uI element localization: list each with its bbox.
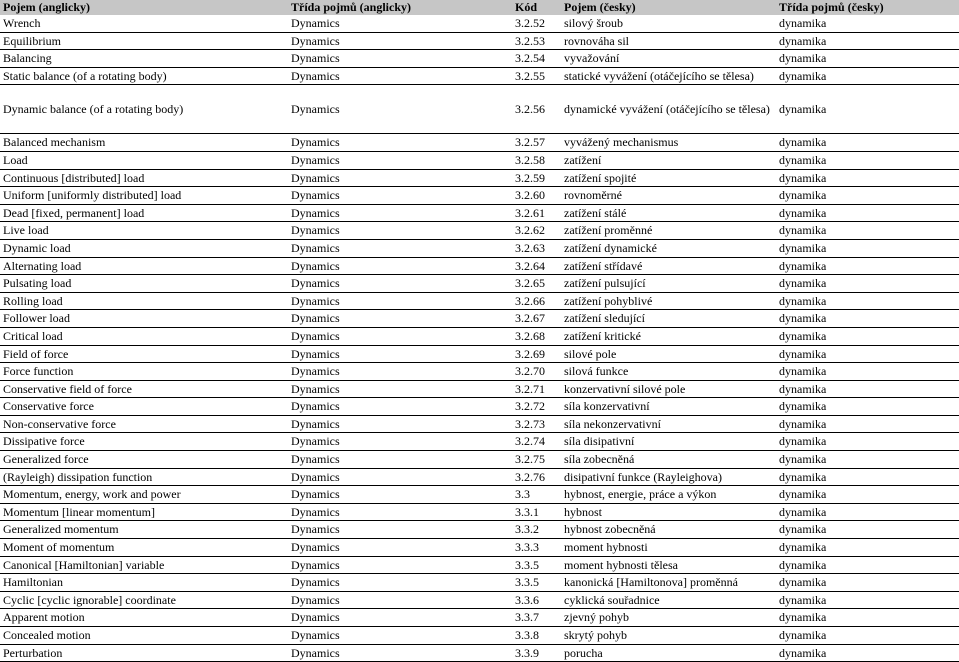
cell-term-cz: síla konzervativní <box>561 398 776 416</box>
cell-code: 3.2.53 <box>512 32 561 50</box>
cell-term-en: Conservative field of force <box>0 380 288 398</box>
cell-term-cz: zatížení pohyblivé <box>561 292 776 310</box>
cell-class-en: Dynamics <box>288 591 512 609</box>
cell-class-cz: dynamika <box>776 609 959 627</box>
cell-term-en: Live load <box>0 222 288 240</box>
header-class-cz: Třída pojmů (česky) <box>776 0 959 15</box>
cell-term-en: Conservative force <box>0 398 288 416</box>
table-row <box>0 644 959 662</box>
cell-class-cz: dynamika <box>776 539 959 557</box>
table-row <box>0 415 959 433</box>
cell-term-cz: skrytý pohyb <box>561 627 776 645</box>
cell-class-en: Dynamics <box>288 486 512 504</box>
cell-code: 3.3.2 <box>512 521 561 539</box>
table-row <box>0 380 959 398</box>
cell-class-en: Dynamics <box>288 380 512 398</box>
table-row <box>0 398 959 416</box>
table-row <box>0 327 959 345</box>
cell-class-en: Dynamics <box>288 345 512 363</box>
cell-code: 3.2.73 <box>512 415 561 433</box>
cell-term-en: Pulsating load <box>0 275 288 293</box>
cell-term-cz: zatížení sledující <box>561 310 776 328</box>
cell-code: 3.2.64 <box>512 257 561 275</box>
cell-term-en: Equilibrium <box>0 32 288 50</box>
cell-term-cz: cyklická souřadnice <box>561 591 776 609</box>
cell-class-cz: dynamika <box>776 187 959 205</box>
table-row <box>0 101 959 134</box>
cell-term-en: Alternating load <box>0 257 288 275</box>
cell-class-en: Dynamics <box>288 451 512 469</box>
cell-class-cz: dynamika <box>776 415 959 433</box>
cell-class-cz: dynamika <box>776 398 959 416</box>
header-row <box>0 0 959 15</box>
cell-code: 3.3.3 <box>512 539 561 557</box>
cell-code: 3.2.55 <box>512 67 561 85</box>
table-row <box>0 169 959 187</box>
cell-code: 3.2.66 <box>512 292 561 310</box>
cell-term-cz: zatížení spojité <box>561 169 776 187</box>
cell-class-cz: dynamika <box>776 468 959 486</box>
cell-class-en: Dynamics <box>288 433 512 451</box>
cell-code: 3.3.5 <box>512 556 561 574</box>
cell-term-cz: zatížení střídavé <box>561 257 776 275</box>
header-code: Kód <box>512 0 561 15</box>
cell-term-en: Non-conservative force <box>0 415 288 433</box>
table-row <box>0 433 959 451</box>
cell-class-en: Dynamics <box>288 468 512 486</box>
cell-class-cz: dynamika <box>776 32 959 50</box>
cell-class-cz: dynamika <box>776 275 959 293</box>
cell-class-en: Dynamics <box>288 134 512 152</box>
cell-code: 3.3.8 <box>512 627 561 645</box>
row-spacer <box>0 85 959 102</box>
cell-term-cz: síla nekonzervativní <box>561 415 776 433</box>
cell-class-cz: dynamika <box>776 486 959 504</box>
cell-term-en: Balancing <box>0 50 288 68</box>
table-row <box>0 503 959 521</box>
cell-class-en: Dynamics <box>288 292 512 310</box>
cell-term-cz: kanonická [Hamiltonova] proměnná <box>561 574 776 592</box>
cell-code: 3.2.74 <box>512 433 561 451</box>
table-row <box>0 591 959 609</box>
cell-code: 3.2.76 <box>512 468 561 486</box>
cell-term-cz: zatížení <box>561 151 776 169</box>
cell-code: 3.2.70 <box>512 363 561 381</box>
cell-term-cz: zatížení pulsující <box>561 275 776 293</box>
cell-term-cz: silový šroub <box>561 15 776 32</box>
table-row <box>0 134 959 152</box>
cell-term-cz: zjevný pohyb <box>561 609 776 627</box>
cell-class-en: Dynamics <box>288 169 512 187</box>
cell-class-cz: dynamika <box>776 239 959 257</box>
cell-code: 3.3 <box>512 486 561 504</box>
cell-term-cz: disipativní funkce (Rayleighova) <box>561 468 776 486</box>
cell-term-cz: zatížení kritické <box>561 327 776 345</box>
cell-term-en: Continuous [distributed] load <box>0 169 288 187</box>
cell-term-en: Momentum [linear momentum] <box>0 503 288 521</box>
cell-term-cz: zatížení stálé <box>561 204 776 222</box>
cell-class-cz: dynamika <box>776 451 959 469</box>
cell-class-en: Dynamics <box>288 415 512 433</box>
cell-term-cz: síla zobecněná <box>561 451 776 469</box>
cell-class-cz: dynamika <box>776 574 959 592</box>
cell-class-en: Dynamics <box>288 67 512 85</box>
cell-term-en: Generalized momentum <box>0 521 288 539</box>
table-row <box>0 50 959 68</box>
cell-term-cz: síla disipativní <box>561 433 776 451</box>
cell-class-cz: dynamika <box>776 15 959 32</box>
cell-class-en: Dynamics <box>288 574 512 592</box>
cell-term-cz: moment hybnosti tělesa <box>561 556 776 574</box>
cell-class-en: Dynamics <box>288 257 512 275</box>
cell-class-en: Dynamics <box>288 101 512 134</box>
cell-term-en: Moment of momentum <box>0 539 288 557</box>
table-row <box>0 574 959 592</box>
header-term-en: Pojem (anglicky) <box>0 0 288 15</box>
cell-class-cz: dynamika <box>776 169 959 187</box>
cell-code: 3.2.59 <box>512 169 561 187</box>
cell-class-cz: dynamika <box>776 380 959 398</box>
table-body <box>0 15 959 662</box>
table-row <box>0 521 959 539</box>
cell-code: 3.3.6 <box>512 591 561 609</box>
cell-code: 3.3.7 <box>512 609 561 627</box>
cell-code: 3.2.65 <box>512 275 561 293</box>
cell-class-en: Dynamics <box>288 310 512 328</box>
table-row <box>0 310 959 328</box>
cell-class-en: Dynamics <box>288 275 512 293</box>
cell-class-en: Dynamics <box>288 609 512 627</box>
cell-code: 3.2.69 <box>512 345 561 363</box>
cell-class-en: Dynamics <box>288 222 512 240</box>
cell-term-en: Dynamic balance (of a rotating body) <box>0 101 288 134</box>
cell-term-cz: zatížení proměnné <box>561 222 776 240</box>
cell-class-en: Dynamics <box>288 32 512 50</box>
table-row <box>0 468 959 486</box>
cell-code: 3.2.54 <box>512 50 561 68</box>
cell-term-en: Critical load <box>0 327 288 345</box>
cell-term-en: Concealed motion <box>0 627 288 645</box>
cell-term-cz: statické vyvážení (otáčejícího se tělesa) <box>561 67 776 85</box>
cell-term-en: Follower load <box>0 310 288 328</box>
cell-term-en: Wrench <box>0 15 288 32</box>
cell-class-en: Dynamics <box>288 15 512 32</box>
cell-term-en: Dead [fixed, permanent] load <box>0 204 288 222</box>
cell-term-en: Canonical [Hamiltonian] variable <box>0 556 288 574</box>
cell-term-en: (Rayleigh) dissipation function <box>0 468 288 486</box>
table-row <box>0 204 959 222</box>
table-row <box>0 556 959 574</box>
cell-class-cz: dynamika <box>776 363 959 381</box>
cell-term-cz: porucha <box>561 644 776 662</box>
cell-term-cz: zatížení dynamické <box>561 239 776 257</box>
cell-term-en: Balanced mechanism <box>0 134 288 152</box>
spacer-cell <box>0 85 959 102</box>
cell-class-cz: dynamika <box>776 556 959 574</box>
cell-term-en: Force function <box>0 363 288 381</box>
table-row <box>0 239 959 257</box>
table-row <box>0 486 959 504</box>
cell-term-cz: vyvážený mechanismus <box>561 134 776 152</box>
header-class-en: Třída pojmů (anglicky) <box>288 0 512 15</box>
table-row <box>0 257 959 275</box>
cell-class-cz: dynamika <box>776 292 959 310</box>
cell-class-cz: dynamika <box>776 50 959 68</box>
cell-class-cz: dynamika <box>776 310 959 328</box>
cell-term-en: Field of force <box>0 345 288 363</box>
cell-term-en: Hamiltonian <box>0 574 288 592</box>
cell-code: 3.2.67 <box>512 310 561 328</box>
table-row <box>0 151 959 169</box>
cell-class-cz: dynamika <box>776 521 959 539</box>
cell-code: 3.2.71 <box>512 380 561 398</box>
table-row <box>0 539 959 557</box>
cell-code: 3.2.56 <box>512 101 561 134</box>
cell-class-en: Dynamics <box>288 627 512 645</box>
cell-code: 3.2.62 <box>512 222 561 240</box>
cell-class-en: Dynamics <box>288 327 512 345</box>
cell-code: 3.2.61 <box>512 204 561 222</box>
cell-term-cz: vyvažování <box>561 50 776 68</box>
cell-term-cz: rovnováha sil <box>561 32 776 50</box>
cell-term-en: Generalized force <box>0 451 288 469</box>
cell-term-cz: dynamické vyvážení (otáčejícího se tělesa) <box>561 101 776 134</box>
cell-class-cz: dynamika <box>776 591 959 609</box>
table-row <box>0 345 959 363</box>
cell-class-cz: dynamika <box>776 67 959 85</box>
cell-code: 3.2.57 <box>512 134 561 152</box>
cell-class-en: Dynamics <box>288 539 512 557</box>
cell-class-en: Dynamics <box>288 187 512 205</box>
cell-class-cz: dynamika <box>776 345 959 363</box>
cell-class-en: Dynamics <box>288 363 512 381</box>
cell-class-en: Dynamics <box>288 503 512 521</box>
cell-class-cz: dynamika <box>776 204 959 222</box>
cell-term-en: Uniform [uniformly distributed] load <box>0 187 288 205</box>
table-row <box>0 627 959 645</box>
table-row <box>0 363 959 381</box>
cell-class-en: Dynamics <box>288 239 512 257</box>
cell-class-en: Dynamics <box>288 50 512 68</box>
cell-term-en: Momentum, energy, work and power <box>0 486 288 504</box>
cell-class-en: Dynamics <box>288 521 512 539</box>
table-header <box>0 0 959 15</box>
cell-term-en: Perturbation <box>0 644 288 662</box>
cell-term-cz: hybnost <box>561 503 776 521</box>
cell-term-en: Static balance (of a rotating body) <box>0 67 288 85</box>
cell-code: 3.2.52 <box>512 15 561 32</box>
cell-term-cz: rovnoměrné <box>561 187 776 205</box>
cell-code: 3.3.5 <box>512 574 561 592</box>
cell-term-cz: konzervativní silové pole <box>561 380 776 398</box>
cell-class-cz: dynamika <box>776 503 959 521</box>
cell-term-en: Cyclic [cyclic ignorable] coordinate <box>0 591 288 609</box>
cell-class-cz: dynamika <box>776 134 959 152</box>
table-row <box>0 292 959 310</box>
cell-class-en: Dynamics <box>288 151 512 169</box>
cell-term-cz: silová funkce <box>561 363 776 381</box>
table-row <box>0 451 959 469</box>
cell-term-cz: hybnost, energie, práce a výkon <box>561 486 776 504</box>
cell-code: 3.2.60 <box>512 187 561 205</box>
cell-class-cz: dynamika <box>776 627 959 645</box>
cell-class-cz: dynamika <box>776 327 959 345</box>
cell-class-cz: dynamika <box>776 222 959 240</box>
cell-term-en: Dynamic load <box>0 239 288 257</box>
cell-class-en: Dynamics <box>288 204 512 222</box>
table-row <box>0 187 959 205</box>
table-row <box>0 222 959 240</box>
table-row <box>0 609 959 627</box>
cell-code: 3.2.72 <box>512 398 561 416</box>
cell-term-en: Load <box>0 151 288 169</box>
cell-class-cz: dynamika <box>776 433 959 451</box>
cell-class-en: Dynamics <box>288 644 512 662</box>
table-row <box>0 67 959 85</box>
cell-class-cz: dynamika <box>776 151 959 169</box>
cell-class-cz: dynamika <box>776 644 959 662</box>
header-term-cz: Pojem (česky) <box>561 0 776 15</box>
cell-class-cz: dynamika <box>776 101 959 134</box>
table-row <box>0 15 959 32</box>
cell-code: 3.2.58 <box>512 151 561 169</box>
cell-code: 3.3.1 <box>512 503 561 521</box>
cell-code: 3.2.68 <box>512 327 561 345</box>
cell-code: 3.2.63 <box>512 239 561 257</box>
table-row <box>0 32 959 50</box>
cell-code: 3.3.9 <box>512 644 561 662</box>
cell-class-cz: dynamika <box>776 257 959 275</box>
cell-term-cz: moment hybnosti <box>561 539 776 557</box>
cell-term-en: Rolling load <box>0 292 288 310</box>
cell-term-cz: silové pole <box>561 345 776 363</box>
table-row <box>0 275 959 293</box>
cell-term-en: Dissipative force <box>0 433 288 451</box>
cell-term-en: Apparent motion <box>0 609 288 627</box>
cell-code: 3.2.75 <box>512 451 561 469</box>
cell-class-en: Dynamics <box>288 556 512 574</box>
cell-term-cz: hybnost zobecněná <box>561 521 776 539</box>
cell-class-en: Dynamics <box>288 398 512 416</box>
